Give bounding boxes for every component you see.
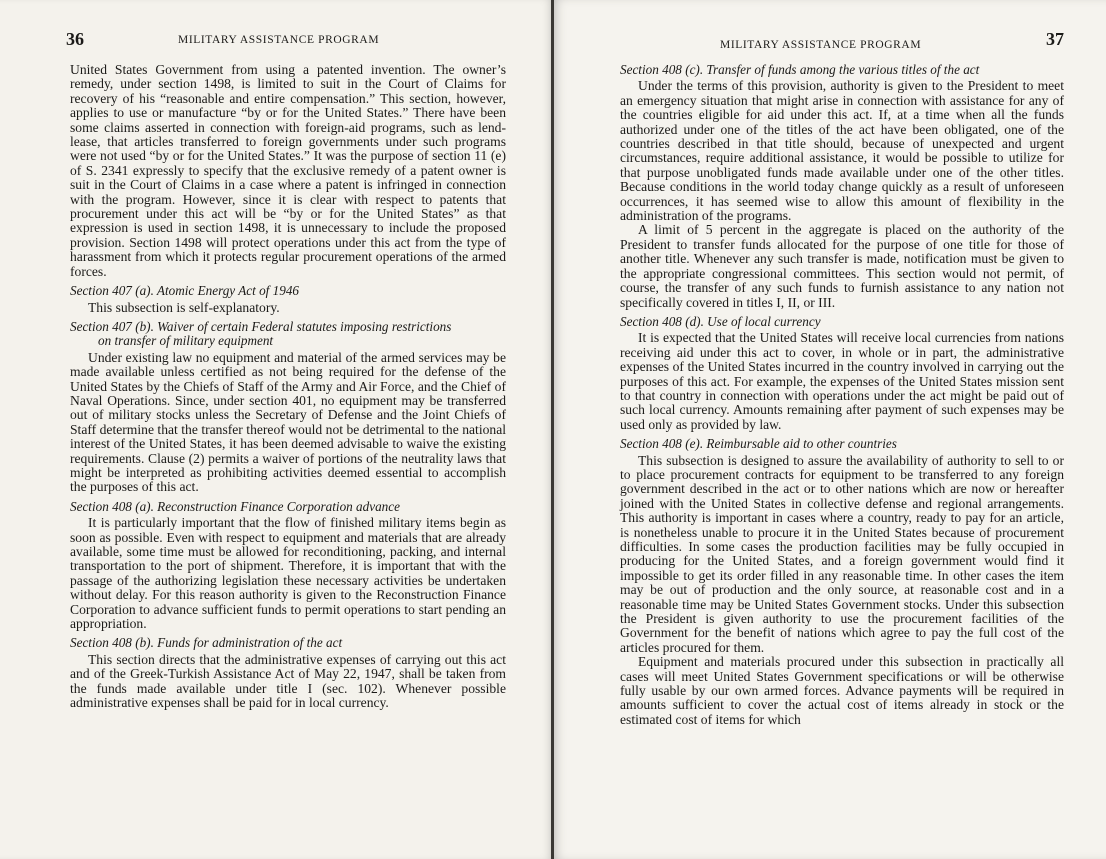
body-paragraph: United States Government from using a patented invention. The owner’s remedy, under section 1498, is limited to suit in the Court of Claims for recovery of his “reasonable and entire compensation.” This section, however, applies to use or manufacture “by or for the United States.” There have been some claims asserted in connection with foreign-aid programs, such as lend-lease, that articles transferred to foreign governments under such programs were not used “by or for the United States.” It was the purpose of section 11 (e) of S. 2341 expressly to specify that the exclusive remedy of a patent owner is suit in the Court of Claims in a case where a patent is infringed in connection with the program. However, since it is clear with respect to patents that procurement under this act will be “by or for the United States” as that expression is used in section 1498, it is unnecessary to include the proposed provision. Section 1498 will protect operations under this act from the type of harassment from which it protects regular procurement operations of the armed forces. [70, 62, 506, 279]
body-paragraph: Under existing law no equipment and material of the armed services may be made available unless certified as not being required for the defense of the United States by the Chiefs of Staff of the Army and Air Force, and the Chief of Naval Operations. Since, under section 401, no equipment may be transferred out of military stocks unless the Secretary of Defense and the Joint Chiefs of Staff determine that the transfer thereof would not be detrimental to the national interest of the United States, it has been deemed advisable to waive the existing requirements. Clause (2) permits a waiver of portions of the neutrality laws that might be interpreted as prohibiting activities deemed essential to accomplish the purposes of this act. [70, 349, 506, 495]
section-heading-text: Section 408 (d). Use of local currency [620, 313, 821, 329]
section-heading [620, 437, 1064, 451]
body-paragraph: This section directs that the administrative expenses of carrying out this act and of the Greek-Turkish Assistance Act of May 22, 1947, shall be taken from the funds made available under title I (sec. 102). Whenever possible administrative expenses shall be paid for in local currency. [70, 651, 506, 711]
section-heading [70, 636, 506, 650]
body-paragraph: This subsection is self-explanatory. [88, 299, 280, 315]
section-heading-text: Section 408 (b). Funds for administration of the act [70, 635, 343, 651]
book-gutter [551, 0, 554, 859]
left-page-number: 36 [66, 29, 84, 49]
left-page-body [70, 63, 506, 710]
right-running-head [620, 29, 1064, 57]
section-heading [70, 500, 506, 514]
right-running-title: MILITARY ASSISTANCE PROGRAM [720, 39, 922, 51]
left-page [0, 0, 552, 859]
section-heading-text: Section 408 (e). Reimbursable aid to other countries [620, 436, 897, 452]
section-heading [620, 63, 1064, 77]
section-heading [70, 320, 506, 349]
body-paragraph: Equipment and materials procured under this subsection in practically all cases will meet United States Government specifications or will be otherwise fully usable by our own armed forces. Advance payments will be required in amounts sufficient to cover the actual cost of items already in stock or the estimated cost of items for which [620, 654, 1064, 727]
body-paragraph: Under the terms of this provision, authority is given to the President to meet an emergency situation that might arise in connection with assistance for any of the countries eligible for aid under this act. If, at a time when all the funds authorized under one of the titles of the act have been obligated, one of the countries described in that title should, because of unexpected and urgent circumstances, require additional assistance, it would be possible to utilize for that purpose unobligated funds made available under one of the other titles. Because conditions in the world today change quickly as a result of unforeseen occurrences, it has seemed wise to allow this amount of flexibility in the administration of the programs. [620, 78, 1064, 224]
section-heading-text: Section 408 (a). Reconstruction Finance Corporation advance [70, 498, 400, 514]
section-heading-text: Section 407 (a). Atomic Energy Act of 1946 [70, 283, 300, 299]
section-heading [70, 284, 506, 298]
body-paragraph: It is expected that the United States will receive local currencies from nations receiving aid under this act to cover, in whole or in part, the administrative expenses of the United States incurred in the country involved in carrying out the purposes of this act. For example, the expenses of the United States mission sent to that country in connection with operations under the act might be paid out of such local currency. Amounts remaining after payment of such expenses may be used only as provided by law. [620, 330, 1064, 432]
left-running-title: MILITARY ASSISTANCE PROGRAM [178, 34, 380, 46]
body-paragraph: A limit of 5 percent in the aggregate is placed on the authority of the President to transfer funds allocated for the purpose of one title for those of another title. Whenever any such transfer is made, notification must be given to the appropriate congressional committees. This section would not permit, of course, the transfer of any such funds to furnish assistance to any nation not specifically covered in titles I, II, or III. [620, 222, 1064, 310]
section-heading-continuation: on transfer of military equipment [98, 333, 274, 349]
body-paragraph: This subsection is designed to assure the availability of authority to sell to or to place procurement contracts for equipment to be transferred to any foreign government described in the act or to other nations which are now or hereafter joined with the United States in collective defense and regional arrangements. This authority is important in cases where a country, ready to pay for an article, is nonetheless unable to procure it in the United States because of procurement difficulties. In some cases the production facilities may be fully occupied in producing for the United States, and a foreign government would find it impossible to get its order filled in any reasonable time. In other cases the item may be out of production and the only source, at reasonable cost and in a reasonable time may be United States Government stocks. Under this subsection the President is given authority to use the procurement facilities of the Government for the benefit of nations which agree to pay the full cost of the articles procured for them. [620, 452, 1064, 655]
left-running-head [66, 29, 506, 57]
right-page-number: 37 [1046, 29, 1064, 49]
section-heading-text: Section 407 (b). Waiver of certain Federal statutes imposing restrictions [70, 318, 452, 334]
body-paragraph: It is particularly important that the flow of finished military items begin as soon as possible. Even with respect to equipment and materials that are already available, some time must be allowed for reconditioning, packing, and internal transportation to the port of shipment. Therefore, it is important that with the passage of the authorizing legislation these necessary activities be undertaken without delay. For this reason authority is given to the Reconstruction Finance Corporation to advance sufficient funds to permit operations to start pending an appropriation. [70, 515, 506, 632]
right-page-body [620, 63, 1064, 727]
section-heading [620, 315, 1064, 329]
section-heading-text: Section 408 (c). Transfer of funds among the various titles of the act [620, 62, 980, 77]
right-page [552, 0, 1106, 859]
